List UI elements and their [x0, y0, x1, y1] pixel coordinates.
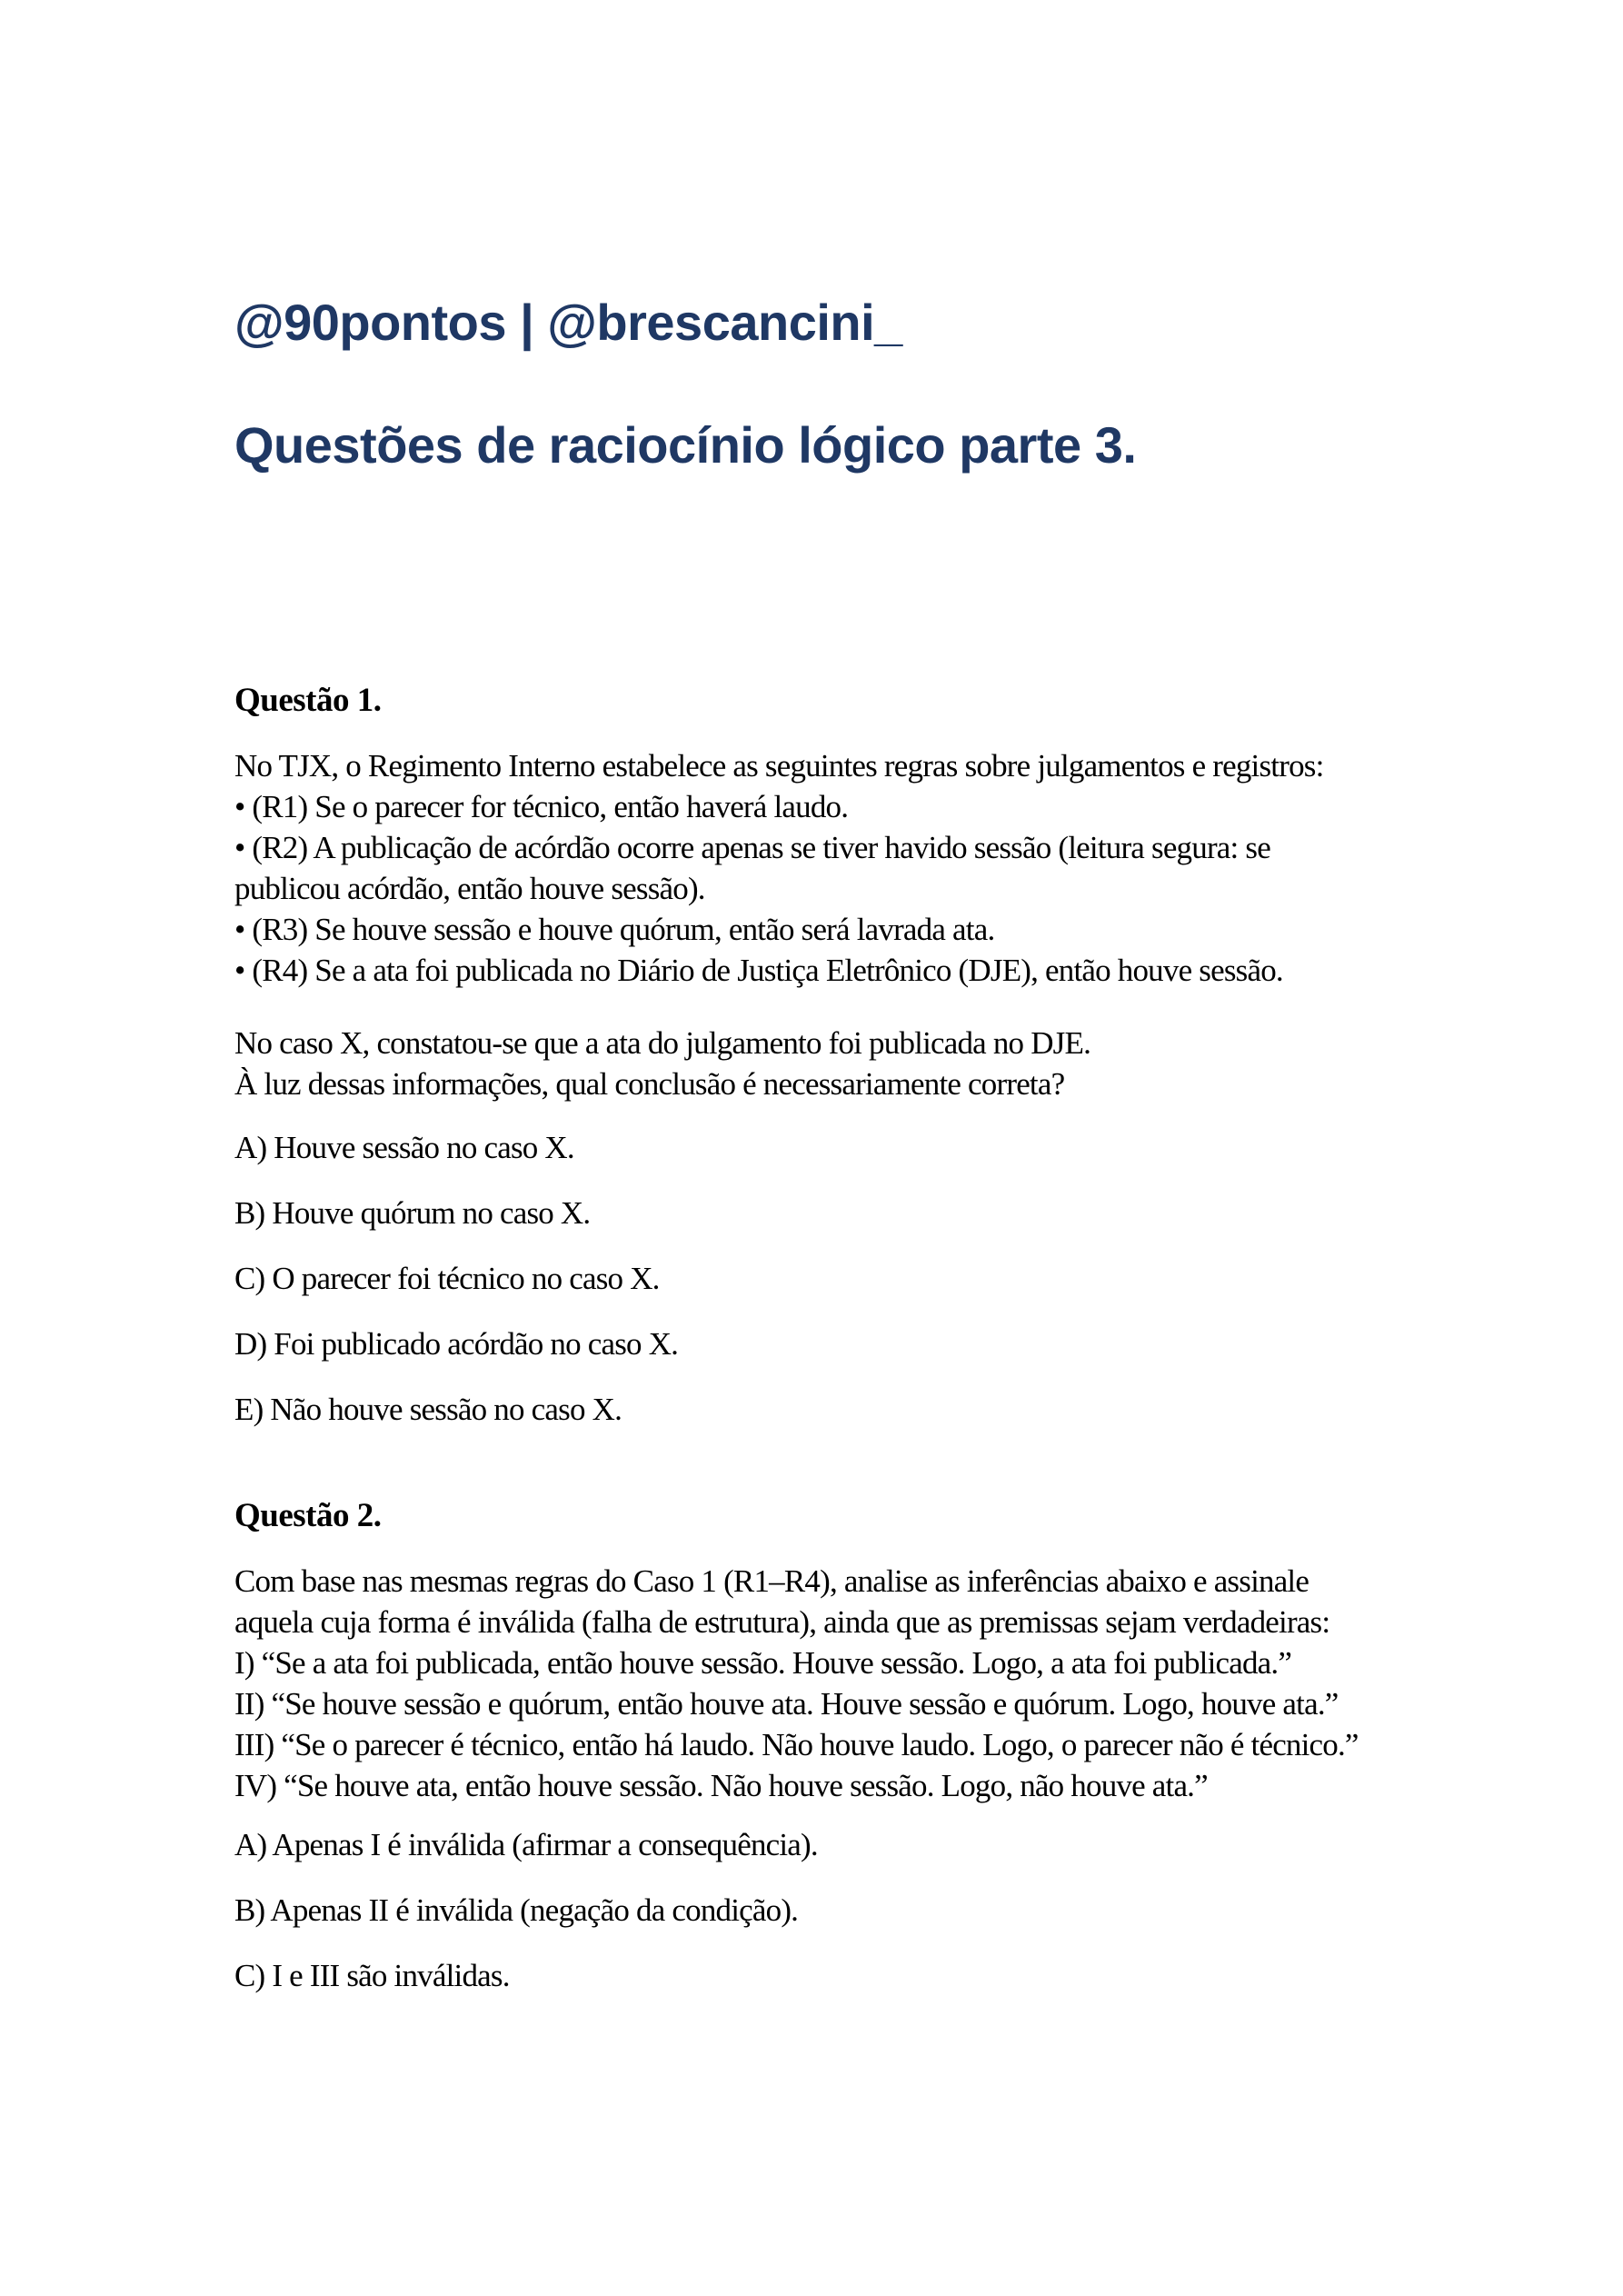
question-1-heading: Questão 1. [234, 682, 382, 719]
q2-option-c: C) I e III são inválidas. [234, 1958, 510, 1993]
q1-rule-r4: • (R4) Se a ata foi publicada no Diário de Justiça Eletrônico (DJE), então houve sessão. [234, 953, 1283, 988]
q2-intro-line-2: aquela cuja forma é inválida (falha de estrutura), ainda que as premissas sejam verdadeiras: [234, 1604, 1330, 1640]
q1-option-a: A) Houve sessão no caso X. [234, 1130, 574, 1165]
q1-option-b: B) Houve quórum no caso X. [234, 1195, 591, 1231]
q1-option-d: D) Foi publicado acórdão no caso X. [234, 1326, 679, 1362]
q1-intro-line: No TJX, o Regimento Interno estabelece as seguintes regras sobre julgamentos e registros: [234, 748, 1324, 784]
q2-inference-iv: IV) “Se houve ata, então houve sessão. Não houve sessão. Logo, não houve ata.” [234, 1768, 1208, 1803]
question-2-heading: Questão 2. [234, 1497, 382, 1534]
q1-question-prompt: À luz dessas informações, qual conclusão é necessariamente correta? [234, 1066, 1065, 1102]
q2-inference-ii: II) “Se houve sessão e quórum, então houve ata. Houve sessão e quórum. Logo, houve ata.” [234, 1686, 1339, 1722]
q1-option-c: C) O parecer foi técnico no caso X. [234, 1261, 660, 1296]
document-title-line-2: Questões de raciocínio lógico parte 3. [234, 416, 1137, 474]
q2-inference-i: I) “Se a ata foi publicada, então houve sessão. Houve sessão. Logo, a ata foi publicada.” [234, 1645, 1292, 1681]
q1-rule-r3: • (R3) Se houve sessão e houve quórum, então será lavrada ata. [234, 912, 995, 947]
q1-rule-r1: • (R1) Se o parecer for técnico, então haverá laudo. [234, 789, 849, 824]
q2-intro-line-1: Com base nas mesmas regras do Caso 1 (R1–R4), analise as inferências abaixo e assinale [234, 1563, 1309, 1599]
q2-option-b: B) Apenas II é inválida (negação da condição). [234, 1892, 799, 1928]
q1-option-e: E) Não houve sessão no caso X. [234, 1392, 622, 1427]
q1-rule-r2-continued: publicou acórdão, então houve sessão). [234, 871, 705, 906]
q2-inference-iii: III) “Se o parecer é técnico, então há laudo. Não houve laudo. Logo, o parecer não é técnico.” [234, 1727, 1359, 1762]
q1-case-statement: No caso X, constatou-se que a ata do julgamento foi publicada no DJE. [234, 1025, 1091, 1061]
q1-rule-r2: • (R2) A publicação de acórdão ocorre apenas se tiver havido sessão (leitura segura: se [234, 830, 1270, 865]
document-title-line-1: @90pontos | @brescancini_ [234, 294, 902, 351]
q2-option-a: A) Apenas I é inválida (afirmar a consequência). [234, 1827, 818, 1862]
